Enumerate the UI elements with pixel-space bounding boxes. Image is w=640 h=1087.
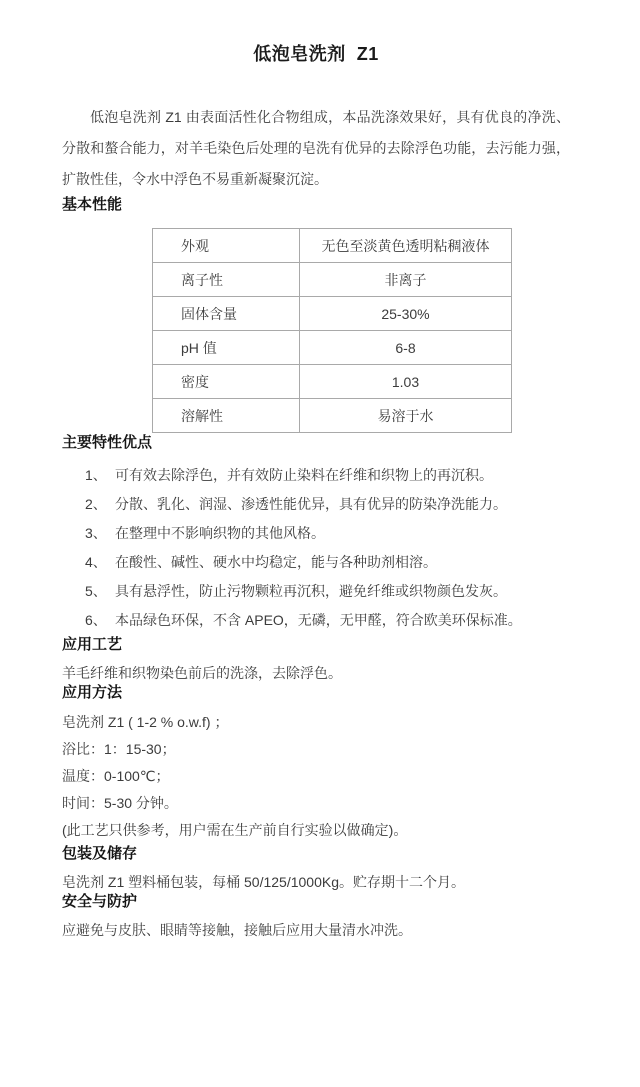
- property-value: 6-8: [300, 331, 512, 365]
- method-line-note: (此工艺只供参考，用户需在生产前自行实验以做确定)。: [62, 822, 408, 838]
- safety-protection-text: 应避免与皮肤、眼睛等接触，接触后应用大量清水冲洗。: [62, 922, 412, 938]
- section-heading-application-process: 应用工艺: [62, 636, 123, 653]
- list-item-number: 2、: [85, 496, 107, 512]
- table-row: [153, 365, 512, 399]
- section-heading-application-method: 应用方法: [62, 684, 123, 701]
- table-row: [153, 399, 512, 433]
- intro-paragraph: 低泡皂洗剂 Z1 由表面活性化合物组成，本品洗涤效果好，具有优良的净洗、分散和螯合能力，对羊毛染色后处理的皂洗有优异的去除浮色功能，去污能力强，扩散性佳，令水中浮色不易重新凝聚沉淀。: [62, 109, 570, 187]
- list-item: [62, 548, 570, 577]
- application-process-text: 羊毛纤维和织物染色前后的洗涤，去除浮色。: [62, 665, 342, 681]
- list-item: [62, 606, 570, 635]
- page-title: 低泡皂洗剂 Z1: [253, 44, 379, 64]
- list-item-text: 分散、乳化、润湿、渗透性能优异，具有优异的防染净洗能力。: [115, 496, 507, 512]
- list-item-text: 可有效去除浮色，并有效防止染料在纤维和织物上的再沉积。: [115, 467, 493, 483]
- features-list: [62, 461, 570, 635]
- list-item: [62, 461, 570, 490]
- property-value: 25-30%: [300, 297, 512, 331]
- list-item-number: 1、: [85, 467, 107, 483]
- list-item-text: 在酸性、碱性、硬水中均稳定，能与各种助剂相溶。: [115, 554, 437, 570]
- table-row: [153, 297, 512, 331]
- property-name: 外观: [153, 229, 300, 263]
- property-value: 易溶于水: [300, 399, 512, 433]
- properties-table: [152, 228, 512, 433]
- method-line-time: 时间：5-30 分钟。: [62, 795, 178, 811]
- list-item: [62, 519, 570, 548]
- list-item-number: 4、: [85, 554, 107, 570]
- list-item: [62, 490, 570, 519]
- property-value: 1.03: [300, 365, 512, 399]
- table-row: [153, 331, 512, 365]
- property-name: 固体含量: [153, 297, 300, 331]
- list-item-text: 在整理中不影响织物的其他风格。: [115, 525, 325, 541]
- list-item-text: 本品绿色环保，不含 APEO，无磷，无甲醛，符合欧美环保标准。: [115, 612, 522, 628]
- property-name: pH 值: [153, 331, 300, 365]
- table-row: [153, 263, 512, 297]
- list-item-number: 6、: [85, 612, 107, 628]
- properties-table-body: [153, 229, 512, 433]
- method-line-temperature: 温度：0-100℃；: [62, 768, 170, 784]
- section-heading-packaging-storage: 包装及储存: [62, 845, 138, 862]
- section-heading-basic-properties: 基本性能: [62, 196, 123, 213]
- list-item-number: 5、: [85, 583, 107, 599]
- section-heading-safety-protection: 安全与防护: [62, 893, 138, 910]
- section-heading-features: 主要特性优点: [62, 434, 153, 451]
- list-item: [62, 577, 570, 606]
- packaging-storage-text: 皂洗剂 Z1 塑料桶包装，每桶 50/125/1000Kg。贮存期十二个月。: [62, 874, 465, 890]
- table-row: [153, 229, 512, 263]
- property-name: 溶解性: [153, 399, 300, 433]
- method-line-bath-ratio: 浴比：1：15-30；: [62, 741, 176, 757]
- property-value: 无色至淡黄色透明粘稠液体: [300, 229, 512, 263]
- property-name: 密度: [153, 365, 300, 399]
- list-item-number: 3、: [85, 525, 107, 541]
- list-item-text: 具有悬浮性，防止污物颗粒再沉积，避免纤维或织物颜色发灰。: [115, 583, 507, 599]
- method-line-dosage: 皂洗剂 Z1 ( 1-2 % o.w.f) ；: [62, 714, 229, 730]
- property-name: 离子性: [153, 263, 300, 297]
- property-value: 非离子: [300, 263, 512, 297]
- application-method-lines: [62, 709, 570, 844]
